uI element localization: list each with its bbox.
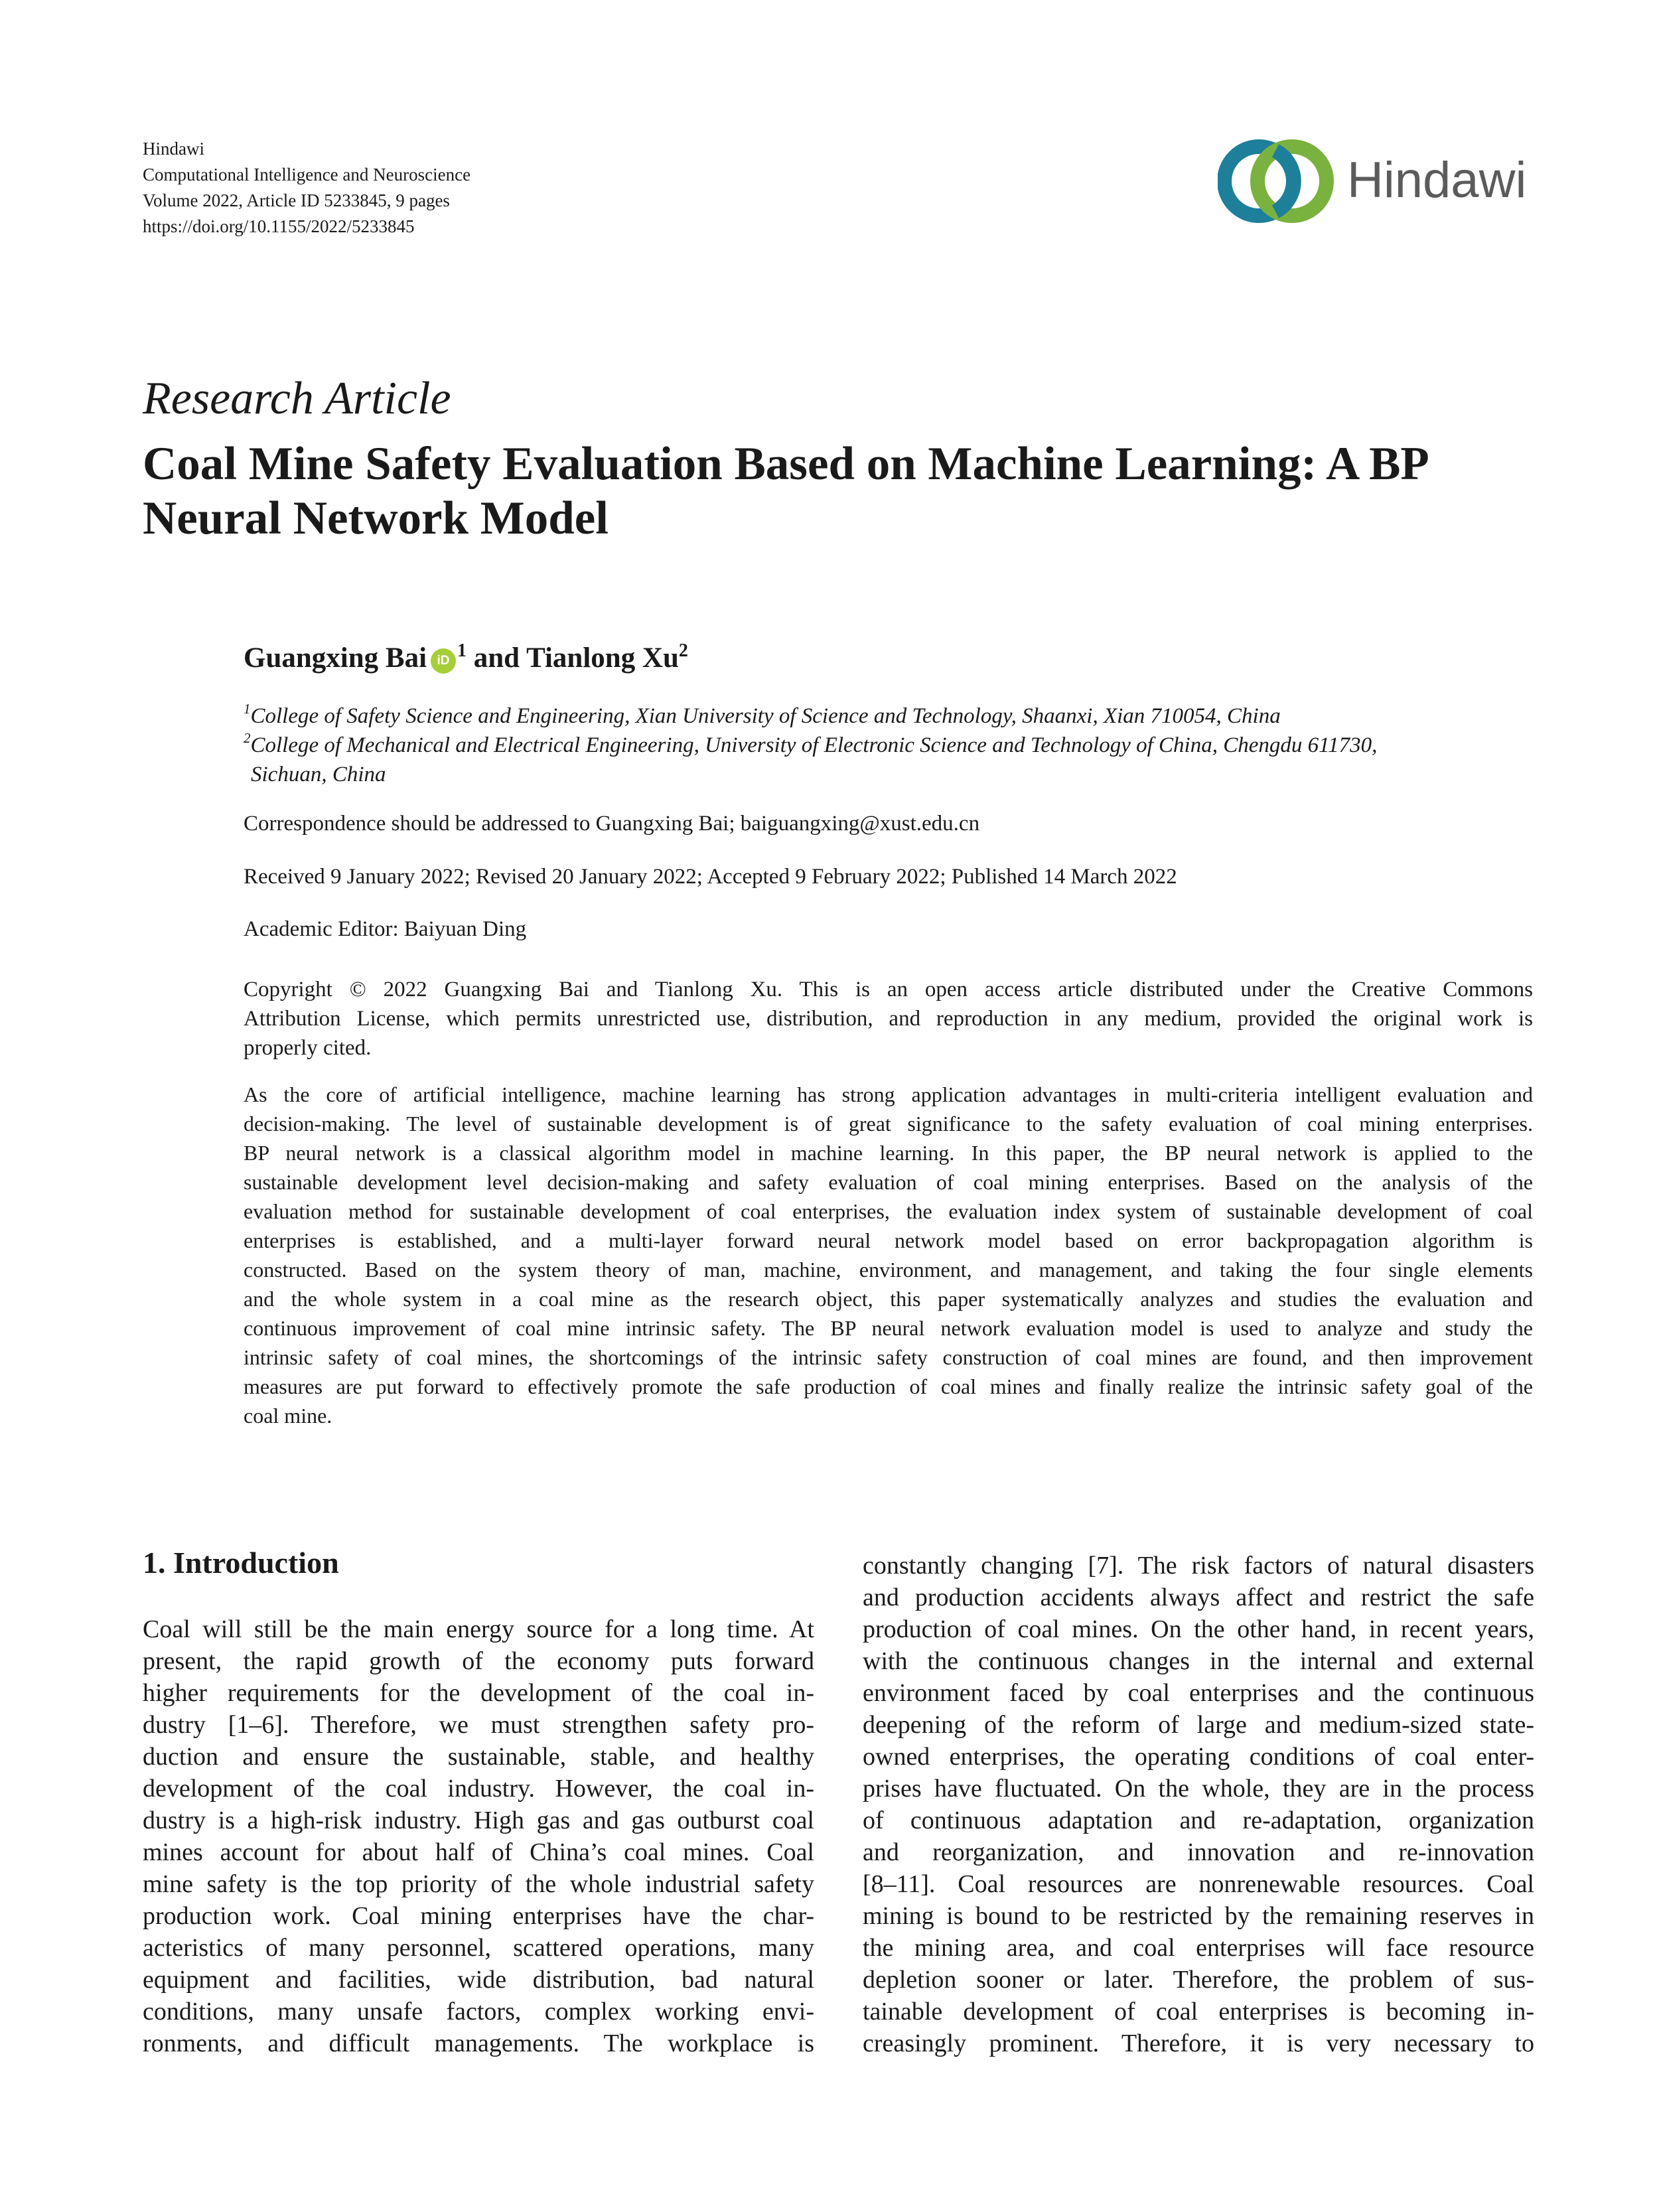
- body-line: [8–11]. Coal resources are nonrenewable resources. Coal: [863, 1870, 1534, 1898]
- body-line: production work. Coal mining enterprises have the char-: [143, 1902, 814, 1930]
- abstract-line: measures are put forward to effectively promote the safe production of coal mines and finally realize the intrinsic safety goal of the: [244, 1374, 1533, 1398]
- affiliation-line: $^1$College of Safety Science and Engineering, Xian University of Science and Technology, Shaanxi, Xian 710054, China: [244, 701, 1281, 728]
- body-line: conditions, many unsafe factors, complex working envi-: [143, 1998, 814, 2026]
- copyright-line: Copyright © 2022 Guangxing Bai and Tianlong Xu. This is an open access article distributed under the Creative Commons: [244, 978, 1533, 1001]
- affiliation-marker: 1: [457, 640, 467, 661]
- body-line: and reorganization, and innovation and re-innovation: [863, 1838, 1534, 1866]
- body-line: equipment and facilities, wide distribution, bad natural: [143, 1966, 814, 1994]
- body-line: the mining area, and coal enterprises will face resource: [863, 1934, 1534, 1962]
- affiliation-line: $^2$College of Mechanical and Electrical Engineering, University of Electronic Science and Technology of China, Chengdu 611730,: [244, 730, 1378, 757]
- correspondence: Correspondence should be addressed to Guangxing Bai; baiguangxing@xust.edu.cn: [244, 812, 980, 836]
- body-line: depletion sooner or later. Therefore, the problem of sus-: [863, 1966, 1534, 1994]
- body-column-right: [863, 1550, 1534, 2059]
- body-line: duction and ensure the sustainable, stable, and healthy: [143, 1743, 814, 1771]
- affiliation-line: Sichuan, China: [251, 763, 386, 786]
- abstract-line: intrinsic safety of coal mines, the shortcomings of the intrinsic safety construction of coal mines are found, and then improvement: [244, 1345, 1533, 1369]
- copyright-notice: [244, 975, 1533, 1063]
- body-line: constantly changing [7]. The risk factors of natural disasters: [863, 1552, 1534, 1580]
- body-line: present, the rapid growth of the economy puts forward: [143, 1647, 814, 1675]
- body-line: Coal will still be the main energy source for a long time. At: [143, 1615, 814, 1643]
- article-title: [143, 437, 1550, 546]
- body-line: dustry [1–6]. Therefore, we must strengthen safety pro-: [143, 1711, 814, 1739]
- abstract-line: As the core of artificial intelligence, machine learning has strong application advantages in multi-criteria intelligent evaluation and: [244, 1082, 1533, 1106]
- body-line: mine safety is the top priority of the whole industrial safety: [143, 1870, 814, 1898]
- author-name: and Tianlong Xu: [473, 642, 679, 674]
- article-type: Research Article: [143, 373, 451, 424]
- affiliation-marker: 2: [678, 640, 688, 661]
- affiliations: [244, 701, 1551, 789]
- body-line: tainable development of coal enterprises is becoming in-: [863, 1998, 1534, 2026]
- body-line: mining is bound to be restricted by the remaining reserves in: [863, 1902, 1534, 1930]
- body-line: owned enterprises, the operating conditions of coal enter-: [863, 1743, 1534, 1771]
- author-name: Guangxing Bai: [244, 642, 427, 674]
- body-line: prises have fluctuated. On the whole, they are in the process: [863, 1775, 1534, 1803]
- publication-dates: Received 9 January 2022; Revised 20 January 2022; Accepted 9 February 2022; Published 14 March 2022: [244, 865, 1177, 889]
- journal-name: Computational Intelligence and Neuroscience: [143, 165, 471, 184]
- body-line: acteristics of many personnel, scattered operations, many: [143, 1934, 814, 1962]
- body-line: with the continuous changes in the internal and external: [863, 1647, 1534, 1675]
- body-line: production of coal mines. On the other hand, in recent years,: [863, 1615, 1534, 1643]
- body-line: creasingly prominent. Therefore, it is very necessary to: [863, 2029, 1534, 2057]
- body-column-left: [143, 1613, 814, 2059]
- body-line: environment faced by coal enterprises and the continuous: [863, 1679, 1534, 1707]
- copyright-line: Attribution License, which permits unrestricted use, distribution, and reproduction in any medium, provided the original work is: [244, 1007, 1533, 1031]
- hindawi-logo: [1218, 136, 1543, 229]
- abstract-line: and the whole system in a coal mine as the research object, this paper systematically analyzes and studies the evaluation and: [244, 1287, 1533, 1311]
- publisher-name: Hindawi: [143, 139, 204, 159]
- volume-info: Volume 2022, Article ID 5233845, 9 pages: [143, 190, 450, 210]
- abstract-line: coal mine.: [244, 1404, 332, 1428]
- body-line: dustry is a high-risk industry. High gas and gas outburst coal: [143, 1806, 814, 1834]
- title-line: Neural Network Model: [143, 492, 609, 544]
- doi-link[interactable]: https://doi.org/10.1155/2022/5233845: [143, 216, 415, 236]
- journal-meta: [143, 136, 470, 240]
- logo-wordmark: Hindawi: [1347, 152, 1527, 208]
- abstract-line: constructed. Based on the system theory of man, machine, environment, and management, and taking the four single elements: [244, 1258, 1533, 1282]
- abstract-line: continuous improvement of coal mine intrinsic safety. The BP neural network evaluation model is used to analyze and study the: [244, 1316, 1533, 1340]
- body-line: and production accidents always affect and restrict the safe: [863, 1584, 1534, 1611]
- body-line: higher requirements for the development of the coal in-: [143, 1679, 814, 1707]
- abstract-line: BP neural network is a classical algorithm model in machine learning. In this paper, the BP neural network is applied to the: [244, 1141, 1533, 1165]
- abstract: [244, 1080, 1533, 1430]
- title-line: Coal Mine Safety Evaluation Based on Machine Learning: A BP: [143, 438, 1429, 490]
- body-line: ronments, and difficult managements. The workplace is: [143, 2029, 814, 2057]
- section-heading: 1. Introduction: [143, 1546, 339, 1580]
- abstract-line: enterprises is established, and a multi-layer forward neural network model based on error backpropagation algorithm is: [244, 1228, 1533, 1252]
- author-list: [244, 638, 688, 678]
- abstract-line: decision-making. The level of sustainable development is of great significance to the safety evaluation of coal mining enterprises.: [244, 1112, 1533, 1136]
- academic-editor: Academic Editor: Baiyuan Ding: [244, 917, 527, 941]
- abstract-line: sustainable development level decision-making and safety evaluation of coal mining enterprises. Based on the analysis of the: [244, 1170, 1533, 1194]
- abstract-line: evaluation method for sustainable development of coal enterprises, the evaluation index system of sustainable development of coal: [244, 1199, 1533, 1223]
- orcid-icon[interactable]: iD: [431, 648, 456, 674]
- body-line: mines account for about half of China’s coal mines. Coal: [143, 1838, 814, 1866]
- body-line: development of the coal industry. However, the coal in-: [143, 1775, 814, 1803]
- body-line: of continuous adaptation and re-adaptation, organization: [863, 1806, 1534, 1834]
- hindawi-rings-icon: [1218, 136, 1337, 229]
- copyright-line: properly cited.: [244, 1036, 372, 1060]
- body-line: deepening of the reform of large and medium-sized state-: [863, 1711, 1534, 1739]
